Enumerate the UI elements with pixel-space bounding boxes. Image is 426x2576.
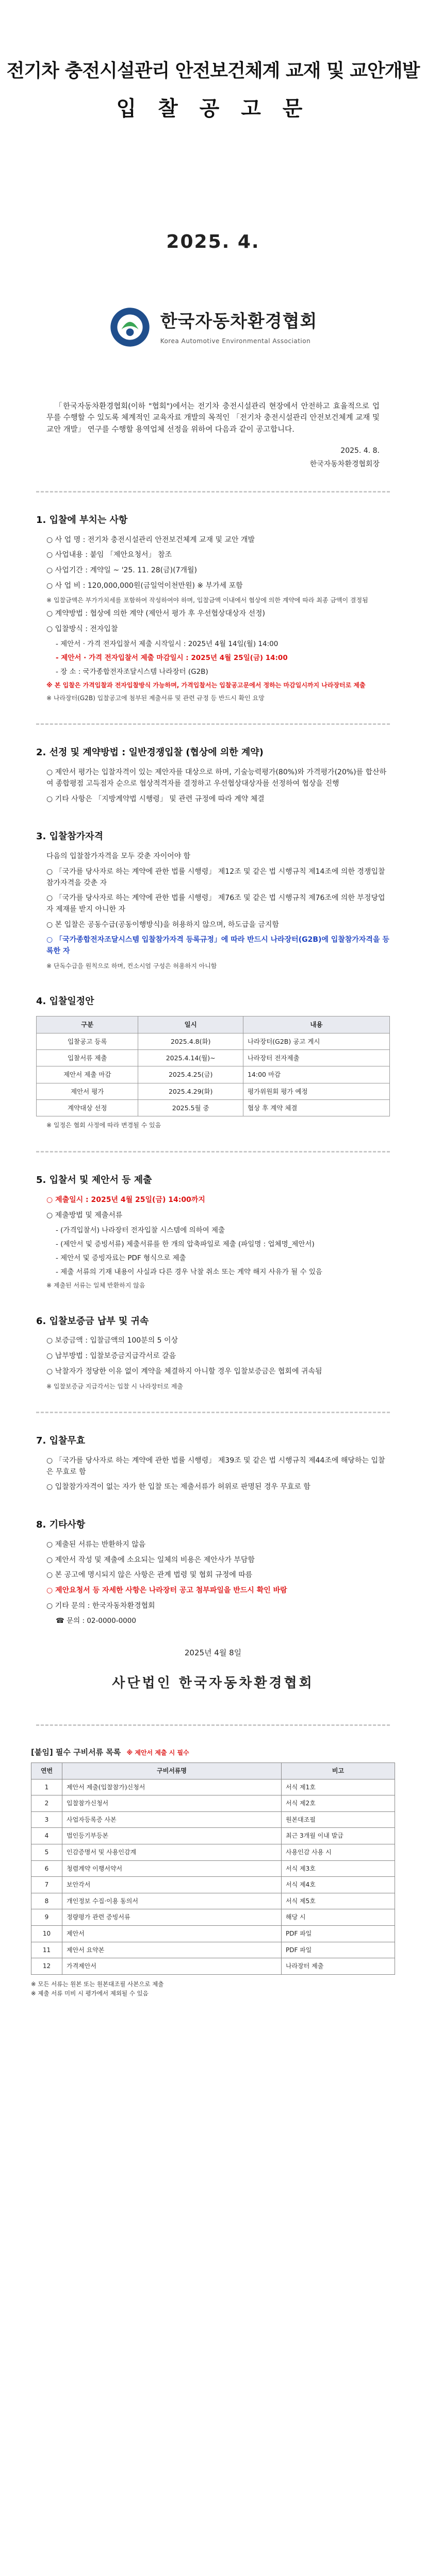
- s3-note: ※ 단독수급을 원칙으로 하며, 컨소시엄 구성은 허용하지 아니함: [46, 962, 217, 970]
- s3-item: ○ 「국가를 당사자로 하는 계약에 관한 법률 시행령」 제12조 및 같은 법 시행규칙 제14조에 의한 경쟁입찰참가자격을 갖춘 자: [46, 867, 385, 887]
- section-4-title: 4. 입찰일정안: [36, 996, 94, 1007]
- table-cell: 계약대상 선정: [37, 1100, 138, 1116]
- closing-block: [0, 1647, 426, 1693]
- attachment-note: ※ 제출 서류 미비 시 평가에서 제외될 수 있음: [31, 1989, 149, 1997]
- s8-item: ○ 제안서 작성 및 제출에 소요되는 일체의 비용은 제안사가 부담함: [46, 1555, 255, 1564]
- s1-item: ○ 사 업 비 : 120,000,000원(금일억이천만원) ※ 부가세 포함: [46, 581, 243, 590]
- table-cell: 3: [31, 1811, 62, 1828]
- table-cell: 12: [31, 1958, 62, 1975]
- table-cell: 입찰공고 등록: [37, 1033, 138, 1049]
- section-6-title: 6. 입찰보증금 납부 및 귀속: [36, 1315, 149, 1327]
- section-4: [0, 994, 426, 1130]
- table-row: [31, 1958, 395, 1975]
- attachment-subtitle: ※ 제안서 제출 시 필수: [126, 1749, 189, 1756]
- s1-sub: - 제안서 · 가격 전자입찰서 제출 시작일시 : 2025년 4월 14일(월) 14:00: [56, 640, 278, 649]
- closing-org: 사단법인 한국자동차환경협회: [112, 1675, 314, 1691]
- table-row: [31, 1811, 395, 1828]
- s6-item: ○ 납부방법 : 입찰보증금지급각서로 갈음: [46, 1352, 176, 1361]
- section-1: [0, 513, 426, 703]
- table-cell: 서식 제4호: [282, 1877, 395, 1893]
- table-row: [31, 1942, 395, 1958]
- logo-name-ko: 한국자동차환경협회: [160, 311, 318, 332]
- table-cell: 청렴계약 이행서약서: [62, 1860, 282, 1877]
- s5-sub: - 제출 서류의 기재 내용이 사실과 다른 경우 낙찰 취소 또는 계약 해지 사유가 될 수 있음: [56, 1268, 322, 1277]
- s3-item: ○ 「국가를 당사자로 하는 계약에 관한 법률 시행령」 제76조 및 같은 법 시행규칙 제76조에 의한 부정당업자 제재를 받지 아니한 자: [46, 894, 385, 913]
- s1-item: ○ 입찰방식 : 전자입찰: [46, 624, 118, 633]
- table-row: [31, 1877, 395, 1893]
- intro-date: 2025. 4. 8.: [340, 447, 380, 455]
- divider: [36, 491, 390, 493]
- table-cell: 보안각서: [62, 1877, 282, 1893]
- documents-table: [31, 1762, 395, 1975]
- s4-note: ※ 일정은 협회 사정에 따라 변경될 수 있음: [46, 1122, 161, 1129]
- table-header: 구비서류명: [62, 1763, 282, 1780]
- s2-item: ○ 기타 사항은 「지방계약법 시행령」 및 관련 규정에 따라 계약 체결: [46, 794, 265, 803]
- s5-sub: - (제안서 및 증빙서류) 제출서류를 한 개의 압축파일로 제출 (파일명 : 업체명_제안서): [56, 1240, 315, 1249]
- s8-item: ○ 기타 문의 : 한국자동차환경협회: [46, 1601, 155, 1610]
- table-row: [37, 1083, 390, 1099]
- table-cell: 10: [31, 1926, 62, 1942]
- table-cell: 사업자등록증 사본: [62, 1811, 282, 1828]
- table-header: 연번: [31, 1763, 62, 1780]
- table-cell: 해당 시: [282, 1909, 395, 1926]
- table-cell: 2025.4.14(월)~: [138, 1049, 243, 1066]
- divider: [36, 723, 390, 725]
- table-cell: 서식 제1호: [282, 1779, 395, 1795]
- s3-item: ○ 본 입찰은 공동수급(공동이행방식)을 허용하지 않으며, 하도급을 금지함: [46, 920, 279, 929]
- intro-body: 「한국자동차환경협회(이하 "협회")에서는 전기차 충전시설관리 현장에서 안전하고 효율적으로 업무를 수행할 수 있도록 체계적인 교육자료 개발의 목적인 「전기차 충전시설관리 안전보건체계 교재 및 교안 개발」 연구를 수행할 용역업체 선정을 위하여 다음과 같이 공고합니다.: [46, 402, 380, 434]
- divider: [36, 1724, 390, 1726]
- s1-sub: - 장 소 : 국가종합전자조달시스템 나라장터 (G2B): [56, 668, 208, 676]
- table-cell: 나라장터(G2B) 공고 게시: [243, 1033, 389, 1049]
- table-cell: 2: [31, 1795, 62, 1812]
- section-2-title: 2. 선정 및 계약방법 : 일반경쟁입찰 (협상에 의한 계약): [36, 747, 264, 758]
- table-cell: 2025.4.29(화): [138, 1083, 243, 1099]
- s5-item: ○ 제출방법 및 제출서류: [46, 1211, 123, 1219]
- table-cell: 7: [31, 1877, 62, 1893]
- table-cell: 2025.4.25(금): [138, 1066, 243, 1083]
- s8-contact: ☎ 문의 : 02-0000-0000: [56, 1617, 136, 1625]
- divider: [36, 1151, 390, 1153]
- table-cell: 법인등기부등본: [62, 1828, 282, 1844]
- s1-item: ○ 사업기간 : 계약일 ~ '25. 11. 28(금)(7개월): [46, 566, 198, 575]
- table-row: [37, 1066, 390, 1083]
- table-cell: 제안서 제출 마감: [37, 1066, 138, 1083]
- table-cell: PDF 파일: [282, 1926, 395, 1942]
- intro-org: 한국자동차환경협회장: [309, 460, 380, 469]
- section-2: [0, 745, 426, 805]
- s7-item: ○ 입찰참가자격이 없는 자가 한 입찰 또는 제출서류가 허위로 판명된 경우 무효로 함: [46, 1483, 310, 1492]
- s3-item: ○ 「국가종합전자조달시스템 입찰참가자격 등록규정」에 따라 반드시 나라장터(G2B)에 입찰참가자격을 등록한 자: [46, 936, 389, 955]
- table-header: 구분: [37, 1016, 138, 1033]
- table-header: 내용: [243, 1016, 389, 1033]
- s6-note: ※ 입찰보증금 지급각서는 입찰 시 나라장터로 제출: [46, 1382, 183, 1390]
- section-7: [0, 1434, 426, 1493]
- s5-sub: - 제안서 및 증빙자료는 PDF 형식으로 제출: [56, 1254, 186, 1263]
- table-cell: 제안서 요약본: [62, 1942, 282, 1958]
- title-block: [0, 0, 426, 268]
- table-cell: 제안서 제출(입찰참가)신청서: [62, 1779, 282, 1795]
- table-row: [31, 1779, 395, 1795]
- table-row: [37, 1100, 390, 1116]
- table-cell: PDF 파일: [282, 1942, 395, 1958]
- table-cell: 2025.4.8(화): [138, 1033, 243, 1049]
- logo-emblem-icon: [109, 306, 151, 348]
- table-row: [31, 1828, 395, 1844]
- table-row: [37, 1049, 390, 1066]
- table-row: [31, 1926, 395, 1942]
- s2-item: ○ 제안서 평가는 입찰자격이 있는 제안자를 대상으로 하며, 기술능력평가(80%)와 가격평가(20%)를 합산하여 종합평점 고득점자 순으로 협상적격자를 결정하고 우선협상대상자를 선정하여 협상을 진행: [46, 768, 387, 788]
- table-cell: 정량평가 관련 증빙서류: [62, 1909, 282, 1926]
- table-cell: 협상 후 계약 체결: [243, 1100, 389, 1116]
- section-8: [0, 1518, 426, 1626]
- table-row: [31, 1860, 395, 1877]
- table-cell: 원본대조필: [282, 1811, 395, 1828]
- org-logo: [0, 268, 426, 386]
- table-header: 일시: [138, 1016, 243, 1033]
- attachment-title-text: [붙임] 필수 구비서류 목록: [31, 1747, 121, 1757]
- section-3: [0, 829, 426, 971]
- logo-name-en: Korea Automotive Environmental Association: [160, 337, 311, 345]
- attachment-note: ※ 모든 서류는 원본 또는 원본대조필 사본으로 제출: [31, 1980, 164, 1988]
- attachment-section: [0, 1747, 426, 1998]
- table-cell: 최근 3개월 이내 발급: [282, 1828, 395, 1844]
- table-cell: 나라장터 전자제출: [243, 1049, 389, 1066]
- table-cell: 사용인감 사용 시: [282, 1844, 395, 1861]
- section-5: [0, 1173, 426, 1291]
- table-row: [31, 1844, 395, 1861]
- intro-section: [0, 386, 426, 470]
- logo-text: [160, 308, 318, 346]
- table-cell: 11: [31, 1942, 62, 1958]
- table-cell: 6: [31, 1860, 62, 1877]
- table-row: [31, 1795, 395, 1812]
- document-title: 입 찰 공 고 문: [116, 96, 310, 121]
- s1-item: ○ 계약방법 : 협상에 의한 계약 (제안서 평가 후 우선협상대상자 선정): [46, 609, 265, 618]
- s3-lead: 다음의 입찰참가자격을 모두 갖춘 자이어야 함: [46, 852, 191, 861]
- s5-note: ※ 제출된 서류는 일체 반환하지 않음: [46, 1281, 145, 1289]
- section-8-title: 8. 기타사항: [36, 1519, 86, 1531]
- s5-sub: - (가격입찰서) 나라장터 전자입찰 시스템에 의하여 제출: [56, 1226, 225, 1235]
- table-cell: 가격제안서: [62, 1958, 282, 1975]
- section-1-title: 1. 입찰에 부치는 사항: [36, 514, 128, 526]
- table-row: [31, 1893, 395, 1909]
- s6-item: ○ 낙찰자가 정당한 이유 없이 계약을 체결하지 아니할 경우 입찰보증금은 협회에 귀속됨: [46, 1367, 322, 1376]
- s1-note: ※ 나라장터(G2B) 입찰공고에 첨부된 제출서류 및 관련 규정 등 반드시 확인 요망: [46, 694, 265, 702]
- s1-item: ○ 사업내용 : 붙임 「제안요청서」 참조: [46, 551, 172, 560]
- table-cell: 평가위원회 평가 예정: [243, 1083, 389, 1099]
- section-6: [0, 1314, 426, 1392]
- table-cell: 나라장터 제출: [282, 1958, 395, 1975]
- closing-date: 2025년 4월 8일: [184, 1648, 242, 1658]
- schedule-table: [36, 1016, 390, 1116]
- s7-item: ○ 「국가를 당사자로 하는 계약에 관한 법률 시행령」 제39조 및 같은 법 시행규칙 제44조에 해당하는 입찰은 무효로 함: [46, 1456, 385, 1476]
- title-date: 2025. 4.: [166, 231, 260, 252]
- s1-item: ○ 사 업 명 : 전기차 충전시설관리 안전보건체계 교재 및 교안 개발: [46, 535, 255, 544]
- section-7-title: 7. 입찰무효: [36, 1435, 86, 1447]
- table-cell: 인감증명서 및 사용인감계: [62, 1844, 282, 1861]
- table-cell: 14:00 마감: [243, 1066, 389, 1083]
- table-cell: 서식 제5호: [282, 1893, 395, 1909]
- table-header: 비고: [282, 1763, 395, 1780]
- s1-sub: - 제안서 · 가격 전자입찰서 제출 마감일시 : 2025년 4월 25일(금) 14:00: [56, 654, 288, 663]
- table-cell: 2025.5월 중: [138, 1100, 243, 1116]
- table-cell: 4: [31, 1828, 62, 1844]
- table-cell: 서식 제3호: [282, 1860, 395, 1877]
- table-cell: 입찰서류 제출: [37, 1049, 138, 1066]
- s8-item: ○ 제안요청서 등 자세한 사항은 나라장터 공고 첨부파일을 반드시 확인 바람: [46, 1586, 287, 1595]
- project-title: 전기차 충전시설관리 안전보건체계 교재 및 교안개발: [6, 60, 420, 81]
- section-5-title: 5. 입찰서 및 제안서 등 제출: [36, 1175, 152, 1186]
- s5-item: ○ 제출일시 : 2025년 4월 25일(금) 14:00까지: [46, 1195, 205, 1204]
- table-cell: 9: [31, 1909, 62, 1926]
- table-row: [37, 1033, 390, 1049]
- attachment-notes: [31, 1980, 395, 1998]
- attachment-title: [31, 1747, 395, 1758]
- table-row: [31, 1909, 395, 1926]
- s6-item: ○ 보증금액 : 입찰금액의 100분의 5 이상: [46, 1336, 178, 1345]
- divider: [36, 1412, 390, 1413]
- table-cell: 1: [31, 1779, 62, 1795]
- table-cell: 5: [31, 1844, 62, 1861]
- table-cell: 8: [31, 1893, 62, 1909]
- table-cell: 입찰참가신청서: [62, 1795, 282, 1812]
- table-cell: 제안서: [62, 1926, 282, 1942]
- section-3-title: 3. 입찰참가자격: [36, 831, 103, 842]
- table-cell: 개인정보 수집·이용 동의서: [62, 1893, 282, 1909]
- s1-note: ※ 입찰금액은 부가가치세를 포함하여 작성하여야 하며, 입찰금액 이내에서 협상에 의한 계약에 따라 최종 금액이 결정됨: [46, 597, 368, 604]
- table-cell: 제안서 평가: [37, 1083, 138, 1099]
- s8-item: ○ 본 공고에 명시되지 않은 사항은 관계 법령 및 협회 규정에 따름: [46, 1571, 253, 1580]
- table-cell: 서식 제2호: [282, 1795, 395, 1812]
- s1-note: ※ 본 입찰은 가격입찰과 전자입찰방식 가능하며, 가격입찰서는 입찰공고문에서 정하는 마감일시까지 나라장터로 제출: [46, 682, 366, 689]
- s8-item: ○ 제출된 서류는 반환하지 않음: [46, 1540, 146, 1549]
